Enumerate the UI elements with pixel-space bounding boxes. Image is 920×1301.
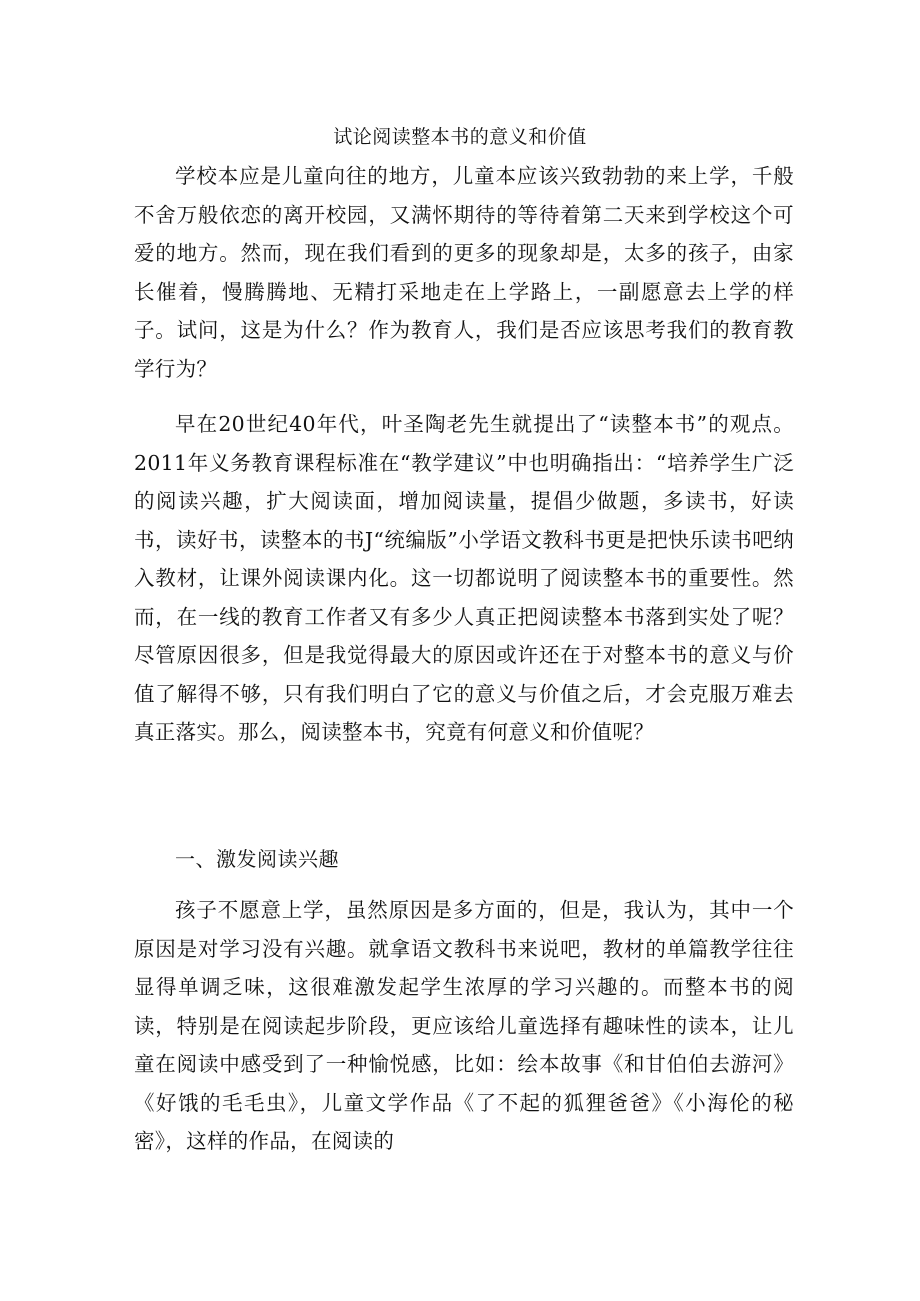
- paragraph-background: 早在20世纪40年代，叶圣陶老先生就提出了“读整本书”的观点。2011年义务教育课程标准在“教学建议”中也明确指出：“培养学生广泛的阅读兴趣，扩大阅读面，增加阅读量，提倡少做题，多读书，好读书，读好书，读整本的书J“统编版”小学语文教科书更是把快乐读书吧纳入教材，让课外阅读课内化。这一切都说明了阅读整本书的重要性。然而，在一线的教育工作者又有多少人真正把阅读整本书落到实处了呢？尽管原因很多，但是我觉得最大的原因或许还在于对整本书的意义与价值了解得不够，只有我们明白了它的意义与价值之后，才会克服万难去真正落实。那么，阅读整本书，究竟有何意义和价值呢？: [134, 412, 794, 744]
- document-title: 试论阅读整本书的意义和价值: [333, 126, 587, 148]
- paragraph-section-one: 孩子不愿意上学，虽然原因是多方面的，但是，我认为，其中一个原因是对学习没有兴趣。就拿语文教科书来说吧，教材的单篇教学往往显得单调乏味，这很难激发起学生浓厚的学习兴趣的。而整本书的阅读，特别是在阅读起步阶段，更应该给儿童选择有趣味性的读本，让儿童在阅读中感受到了一种愉悦感，比如：绘本故事《和甘伯伯去游河》《好饿的毛毛虫》，儿童文学作品《了不起的狐狸爸爸》《小海伦的秘密》，这样的作品，在阅读的: [134, 898, 794, 1153]
- section-heading: 一、激发阅读兴趣: [175, 847, 339, 871]
- paragraph-intro: 学校本应是儿童向往的地方，儿童本应该兴致勃勃的来上学，千般不舍万般依恋的离开校园，又满怀期待的等待着第二天来到学校这个可爱的地方。然而，现在我们看到的更多的现象却是，太多的孩子，由家长催着，慢腾腾地、无精打采地走在上学路上，一副愿意去上学的样子。试问，这是为什么？作为教育人，我们是否应该思考我们的教育教学行为？: [134, 164, 794, 381]
